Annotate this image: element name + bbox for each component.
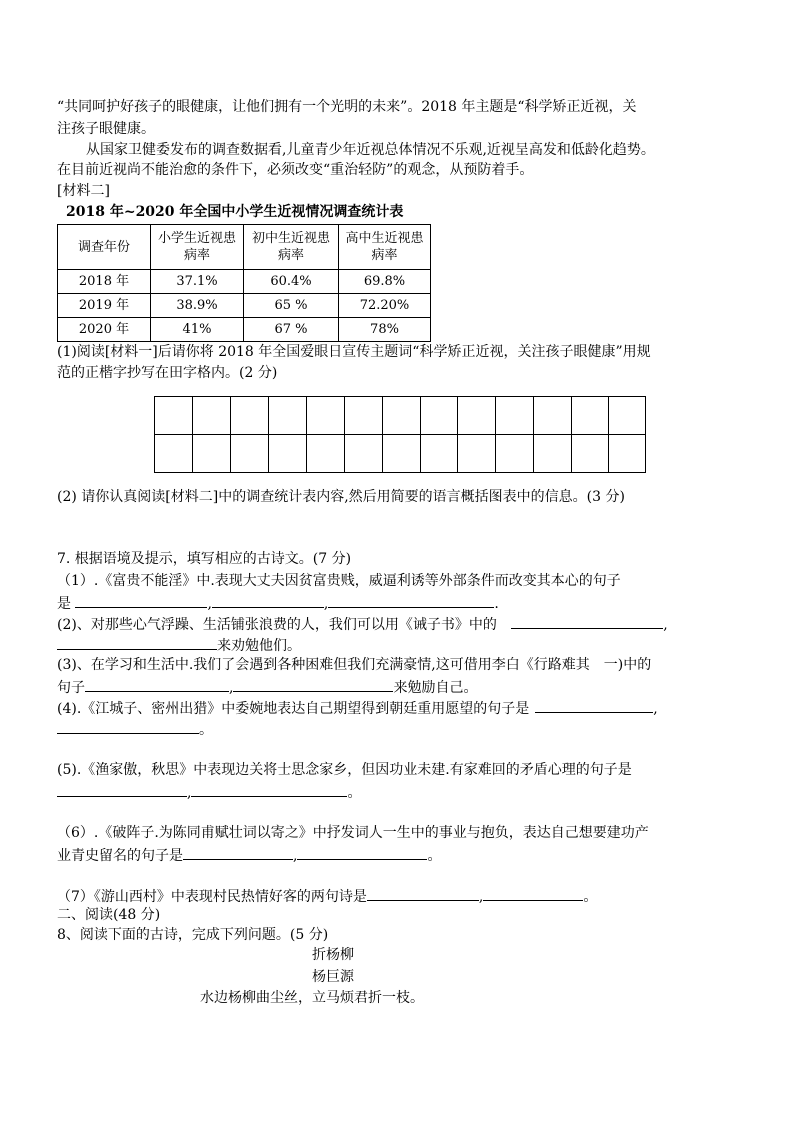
- table-cell: 2020 年: [58, 318, 151, 342]
- grid-divider: [608, 397, 609, 472]
- section-heading: 二、阅读(48 分): [57, 907, 161, 923]
- answer-blank[interactable]: [191, 782, 347, 797]
- table-cell: 41%: [151, 318, 244, 342]
- question-line: 业青史留名的句子是 , 。: [57, 845, 441, 865]
- question-line: （6）.《破阵子.为陈同甫赋壮词以寄之》中抒发词人一生中的事业与抱负，表达自己想要建功产: [57, 825, 649, 841]
- table-cell: 60.4%: [244, 270, 339, 294]
- question-line: 。: [57, 719, 213, 739]
- answer-blank[interactable]: [85, 677, 229, 692]
- question-line: 句子 , 来勉励自己。: [57, 677, 477, 697]
- poem-title: 折杨柳: [312, 947, 354, 963]
- question-line: (3)、在学习和生活中.我们了会遇到各种困难但我们充满豪情,这可借用李白《行路难其 一)中的: [57, 657, 652, 673]
- grid-divider: [306, 397, 307, 472]
- paragraph-line: “共同呵护好孩子的眼健康，让他们拥有一个光明的未来”。2018 年主题是“科学矫正近视，关: [57, 99, 637, 115]
- grid-divider: [571, 397, 572, 472]
- question-heading: 7. 根据语境及提示，填写相应的古诗文。(7 分): [57, 551, 352, 567]
- answer-blank[interactable]: [483, 886, 583, 901]
- table-cell: 78%: [339, 318, 431, 342]
- table-title: 2018 年~2020 年全国中小学生近视情况调查统计表: [66, 204, 404, 220]
- table-cell: 37.1%: [151, 270, 244, 294]
- answer-blank[interactable]: [511, 614, 663, 629]
- poem-author: 杨巨源: [312, 969, 354, 985]
- question-line: （1）.《富贵不能淫》中.表现大丈夫因贫富贵贱，威逼利诱等外部条件而改变其本心的句子: [57, 573, 621, 589]
- grid-divider: [457, 397, 458, 472]
- paragraph-line: 注孩子眼健康。: [57, 121, 155, 137]
- survey-table: [57, 224, 431, 342]
- table-row: [58, 294, 431, 318]
- answer-blank[interactable]: [233, 677, 393, 692]
- answer-blank[interactable]: [57, 782, 187, 797]
- table-cell: 2019 年: [58, 294, 151, 318]
- answer-blank[interactable]: [297, 845, 427, 860]
- answer-blank[interactable]: [57, 635, 217, 650]
- grid-divider: [533, 397, 534, 472]
- material-label: [材料二]: [57, 183, 110, 199]
- table-cell: 67 %: [244, 318, 339, 342]
- grid-divider: [420, 397, 421, 472]
- table-cell: 38.9%: [151, 294, 244, 318]
- tianzige-grid[interactable]: [154, 396, 646, 473]
- table-cell: 2018 年: [58, 270, 151, 294]
- paragraph-line: 在目前近视尚不能治愈的条件下，必须改变“重治轻防”的观念，从预防着手。: [57, 162, 534, 178]
- question-line: (4).《江城子、密州出猎》中委婉地表达自己期望得到朝廷重用愿望的句子是 ,: [57, 698, 658, 718]
- poem-line: 水边杨柳曲尘丝，立马烦君折一枝。: [200, 990, 424, 1006]
- table-header-cell: 调查年份: [58, 225, 151, 270]
- table-header-cell: 高中生近视患病率: [339, 225, 431, 270]
- question-line: (1)阅读[材料一]后请你将 2018 年全国爱眼日宣传主题词“科学矫正近视，关注孩子眼健康”用规: [57, 344, 651, 360]
- table-cell: 72.20%: [339, 294, 431, 318]
- question-line: （7）《游山西村》中表现村民热情好客的两句诗是 , 。: [57, 886, 597, 906]
- table-header-cell: 初中生近视患病率: [244, 225, 339, 270]
- question-line: (2) 请你认真阅读[材料二]中的调查统计表内容,然后用简要的语言概括图表中的信息。(3 分): [57, 489, 625, 505]
- question-line: , 。: [57, 782, 361, 802]
- answer-blank[interactable]: [535, 698, 653, 713]
- answer-blank[interactable]: [183, 845, 293, 860]
- answer-blank[interactable]: [57, 719, 199, 734]
- answer-blank[interactable]: [212, 593, 324, 608]
- question-line: 是 , , .: [57, 593, 499, 613]
- table-header-cell: 小学生近视患病率: [151, 225, 244, 270]
- question-line: (5).《渔家傲，秋思》中表现边关将士思念家乡，但因功业未建.有家难回的矛盾心理的句子是: [57, 762, 632, 778]
- question-line: 来劝勉他们。: [57, 635, 301, 655]
- question-line: 范的正楷字抄写在田字格内。(2 分): [57, 365, 278, 381]
- grid-divider: [192, 397, 193, 472]
- question-line: (2)、对那些心气浮躁、生活铺张浪费的人，我们可以用《诫子书》中的 ,: [57, 614, 668, 634]
- answer-blank[interactable]: [75, 593, 207, 608]
- grid-divider: [268, 397, 269, 472]
- grid-divider: [495, 397, 496, 472]
- paragraph-line: 从国家卫健委发布的调查数据看,儿童青少年近视总体情况不乐观,近视呈高发和低龄化趋势。: [86, 142, 655, 158]
- grid-divider: [382, 397, 383, 472]
- table-cell: 65 %: [244, 294, 339, 318]
- table-cell: 69.8%: [339, 270, 431, 294]
- table-row: [58, 318, 431, 342]
- grid-divider: [344, 397, 345, 472]
- table-header-row: [58, 225, 431, 270]
- grid-divider: [230, 397, 231, 472]
- table-row: [58, 270, 431, 294]
- answer-blank[interactable]: [367, 886, 479, 901]
- answer-blank[interactable]: [328, 593, 494, 608]
- question-heading: 8、阅读下面的古诗，完成下列问题。(5 分): [57, 927, 329, 943]
